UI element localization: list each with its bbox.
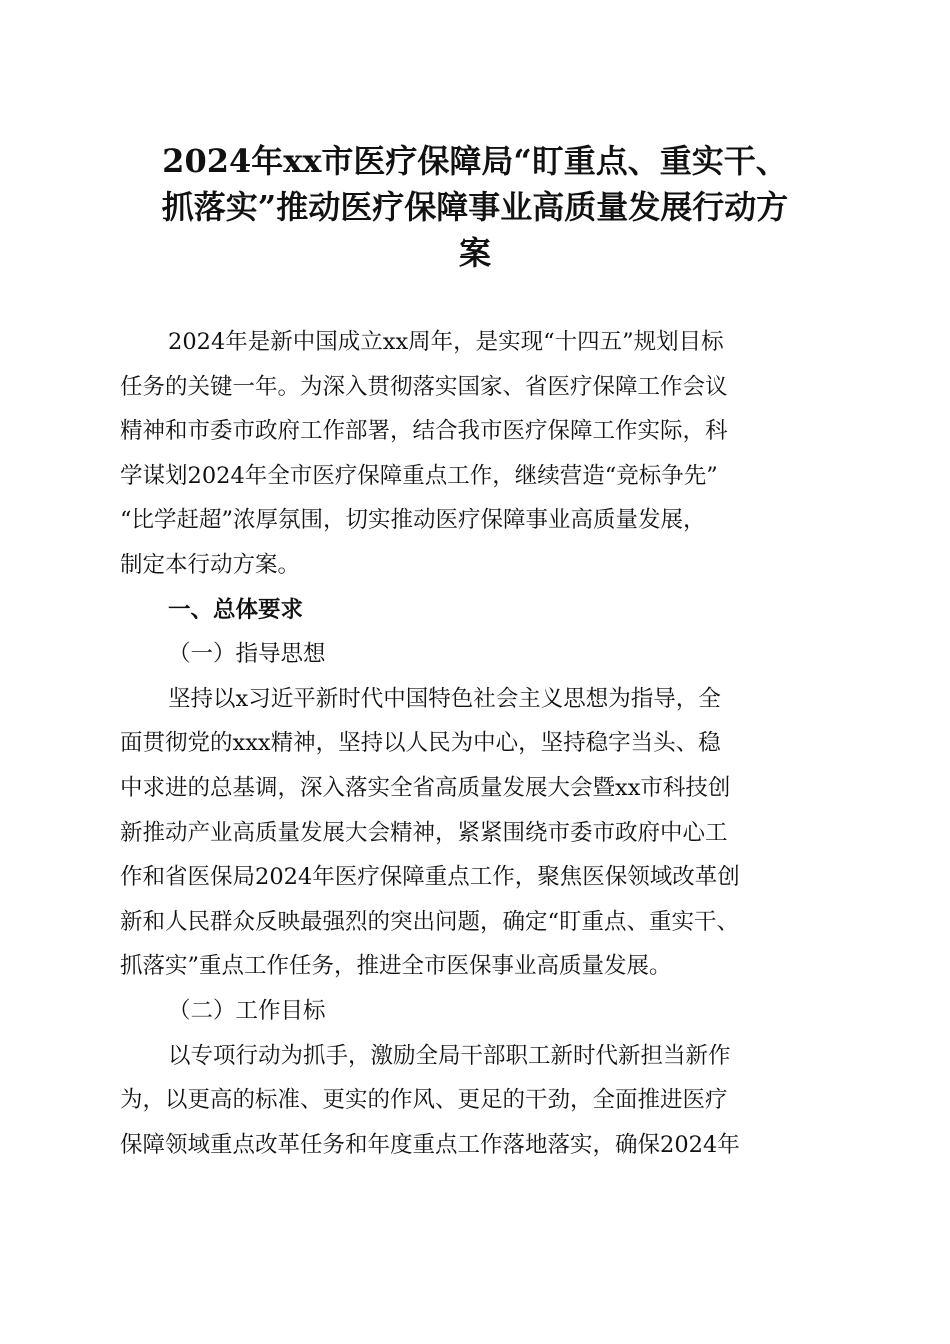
paragraph-line: 保障领域重点改革任务和年度重点工作落地落实，确保2024年 (120, 1131, 740, 1158)
paragraph-line: 为，以更高的标准、更实的作风、更足的干劲，全面推进医疗 (120, 1087, 728, 1114)
document-title (110, 138, 840, 276)
intro-line: 制定本行动方案。 (120, 551, 301, 578)
title-line: 抓落实”推动医疗保障事业高质量发展行动方 (161, 188, 789, 226)
intro-line: 2024年是新中国成立xx周年，是实现“十四五”规划目标 (168, 329, 724, 355)
title-line: 2024年xx市医疗保障局“盯重点、重实干、 (162, 142, 788, 180)
paragraph-line: 抓落实”重点工作任务，推进全市医保事业高质量发展。 (120, 953, 672, 980)
intro-line: 任务的关键一年。为深入贯彻落实国家、省医疗保障工作会议 (120, 373, 728, 400)
intro-line: 学谋划2024年全市医疗保障重点工作，继续营造“竞标争先” (120, 462, 718, 489)
title-line: 案 (458, 234, 491, 272)
paragraph-line: 以专项行动为抓手，激励全局干部职工新时代新担当新作 (168, 1042, 731, 1069)
paragraph-line: 新和人民群众反映最强烈的突出问题，确定“盯重点、重实干、 (120, 908, 740, 935)
section-heading: 一、总体要求 (168, 596, 304, 623)
paragraph-line: 面贯彻党的xxx精神，坚持以人民为中心，坚持稳字当头、稳 (120, 730, 721, 757)
intro-line: “比学赶超”浓厚氛围，切实推动医疗保障事业高质量发展， (120, 507, 706, 534)
document-body (120, 320, 832, 1167)
paragraph-line: 坚持以x习近平新时代中国特色社会主义思想为指导，全 (168, 685, 721, 712)
paragraph-line: 新推动产业高质量发展大会精神，紧紧围绕市委市政府中心工 (120, 819, 728, 846)
intro-line: 精神和市委市政府工作部署，结合我市医疗保障工作实际，科 (120, 418, 728, 445)
paragraph-line: 作和省医保局2024年医疗保障重点工作，聚焦医保领域改革创 (120, 864, 740, 891)
subsection-heading: （一）指导思想 (168, 641, 326, 668)
subsection-heading: （二）工作目标 (168, 997, 326, 1024)
paragraph-line: 中求进的总基调，深入落实全省高质量发展大会暨xx市科技创 (120, 774, 731, 801)
